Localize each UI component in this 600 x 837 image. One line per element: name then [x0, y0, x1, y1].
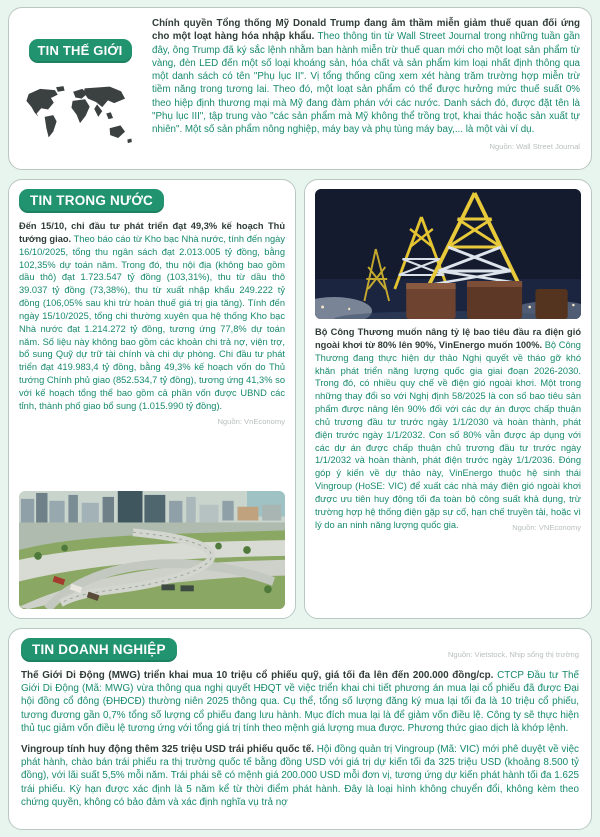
- offshore-wind-photo: [315, 189, 581, 319]
- business-item-mwg-body: CTCP Đầu tư Thế Giới Di Động (Mã: MWG) vừa thông qua nghị quyết HĐQT về việc triển khai chi tiết phương án mua lại cổ phiếu đã được Đại hội đồng cổ đông (ĐHĐCĐ) thường niên 2025 thông qua. Cụ thể, tổng số lượng đăng ký mua lại tối đa là 10 triệu cổ phiếu, tương đương gần 0,7% tổng số lượng cổ phiếu đang lưu hành. Mục đích mua lại là để giảm vốn điều lệ. Công ty sẽ thực hiện thủ tục giảm vốn điều lệ tương ứng với tổng giá trị tính theo mệnh giá lượng mua được. Phương thức giao dịch là khớp lệnh.: [21, 670, 580, 734]
- business-item-vingroup-body: Hội đồng quản trị Vingroup (Mã: VIC) mới phê duyệt về việc phát hành, chào bán trái phiếu ra thị trường quốc tế bằng đồng USD với giá trị dự kiến tối đa 325 triệu USD (khoảng 8.500 tỷ đồng), với lãi suất 5,5% mỗi năm. Trái phái sẽ có mệnh giá 200.000 USD mỗi đơn vị, tương ứng dự kiến phát hành tối đa 1.625 trái phiếu. Kỳ hạn được xác định là 5 năm kể từ thời điểm phát hành. Đây là loại hình không chuyển đổi, không kèm theo chứng quyền, không có bảo đảm và xác định nghĩa vụ trả nợ: [21, 744, 579, 808]
- domestic-left-body: Theo báo cáo từ Kho bạc Nhà nước, tính đến ngày 16/10/2025, tổng thu ngân sách đạt 2.013.005 tỷ đồng, bằng 102,35% dự toán năm. Trong đó, thu nội địa (không bao gồm dầu thô) đạt 1.723.547 tỷ đồng (103,31%), thu từ dầu thô 39.037 tỷ đồng (73,38%), thu từ xuất nhập khẩu 249.222 tỷ đồng (106,05% sau khi trừ hoàn thuế giá trị gia tăng). Tính đến ngày 15/10/2025, tổng chi thường xuyên qua hệ thống Kho bạc Nhà nước đạt 1.214.272 tỷ đồng, tương ứng 77,8% dự toán năm. Số liệu này không bao gồm các khoản chi trả nợ, viện trợ, bổ sung Quỹ dự trữ tài chính và chi dự phòng. Chi đầu tư phát triển đạt 419.983,4 tỷ đồng, bằng 49,3% kế hoạch vốn do Thủ tướng Chính phủ giao (852.534,7 tỷ đồng), tương ứng 41,3% so với kế hoạch tổng thể bao gồm cả phần vốn được UBND các tỉnh, thành phố giao bổ sung (1.015.990 tỷ đồng).: [19, 233, 285, 411]
- domestic-right-source: Nguồn: VNEconomy: [512, 522, 581, 532]
- world-news-card: [8, 7, 592, 170]
- domestic-right-paragraph: [315, 326, 581, 532]
- domestic-right-lead: Bộ Công Thương muốn nâng tỷ lệ bao tiêu đầu ra điện gió ngoài khơi từ 80% lên 90%, VinEnergo muốn 100%.: [315, 327, 581, 350]
- domestic-left-lead: Đến 15/10, chi đầu tư phát triển đạt 49,3% kế hoạch Thủ tướng giao.: [19, 221, 285, 244]
- domestic-news-row: [8, 179, 592, 619]
- business-news-badge: TIN DOANH NGHIỆP: [21, 638, 177, 662]
- business-item-vingroup-lead: Vingroup tính huy động thêm 325 triệu USD trái phiếu quốc tế.: [21, 744, 314, 756]
- business-item-mwg-lead: Thế Giới Di Động (MWG) triển khai mua 10 triệu cổ phiếu quỹ, giá tối đa lên đến 200.000 đồng/cp.: [21, 670, 494, 681]
- business-news-source: Nguồn: Vietstock, Nhịp sống thị trường: [447, 650, 579, 659]
- world-news-badge: TIN THẾ GIỚI: [29, 39, 132, 63]
- business-item-mwg: [21, 669, 579, 735]
- world-news-lead: Chính quyền Tổng thống Mỹ Donald Trump đang âm thầm miễn giảm thuế quan đối ứng cho một loạt hàng hóa nhập khẩu.: [152, 18, 580, 43]
- domestic-left-paragraph: [19, 220, 285, 426]
- business-news-header: [21, 638, 579, 662]
- world-news-source: Nguồn: Wall Street Journal: [489, 141, 580, 151]
- domestic-news-badge: TIN TRONG NƯỚC: [19, 189, 164, 213]
- world-news-body: Theo thông tin từ Wall Street Journal trong những tuần gần đây, ông Trump đã ký sắc lệnh nhằm ban hành miễn trừ thuế quan mới cho một loạt sản phẩm từ vàng, đèn LED đến một số loại khoáng sản, hóa chất và sản phẩm kim loại nhất định thông qua một danh sách có tên "Phụ lục II". Vị tổng thống cũng xem xét hàng trăm trường hợp miễn trừ tiềm năng trong tương lai. Theo đó, một loạt sản phẩm có thể được hưởng mức thuế suất 0% theo hiệp định thương mại mà Mỹ đang đàm phán với các nước. Danh sách đó, được đặt tên là "Phụ lục III", tập trung vào "các sản phẩm mà Mỹ không thể trồng trọt, khai thác hoặc sản xuất tự nhiên". Một số sản phẩm nông nghiệp, máy bay và phụ tùng máy bay,... là một vài ví dụ.: [152, 31, 581, 136]
- world-news-paragraph: [152, 17, 580, 159]
- business-item-vingroup: [21, 743, 579, 809]
- domestic-left-source: Nguồn: VnEconomy: [217, 416, 285, 426]
- domestic-news-right-card: [304, 179, 592, 619]
- domestic-news-left-card: [8, 179, 296, 619]
- world-news-sidebar: [20, 17, 140, 159]
- domestic-right-body: Bộ Công Thương đang thực hiện dự thảo Nghị quyết về tháo gỡ khó khăn phát triển năng lượng quốc gia giai đoạn 2026-2030. Trong đó, có nhiều quy chế về điện gió ngoài khơi. Một trong những thay đổi so với Nghị định 58/2025 là con số bao tiêu sản phẩm được nâng lên 90% đối với các dự án được chấp thuận chủ trương đầu tư trước ngày 1/1/2030 và hoàn thành, phát điện trước ngày 1/1/2032. Con số 80% vẫn được áp dụng với các dự án được chấp thuận chủ trương đầu tư trước ngày 1/1/2032 và hoàn thành, phát điện trước ngày 1/1/2036. Đóng góp ý kiến về dự thảo này, VinEnergo thuộc hệ sinh thái Vingroup (HoSE: VIC) để xuất các nhà máy điện gió ngoài khơi được ưu tiên huy động tối đa toàn bộ công suất khả dụng, trừ trường hợp hệ thống điện gặp sự cố, hạn chế truyền tải, hoặc vì lý do an ninh năng lượng quốc gia.: [315, 339, 581, 530]
- highway-interchange-photo: [19, 491, 285, 609]
- world-map-icon: [23, 77, 137, 159]
